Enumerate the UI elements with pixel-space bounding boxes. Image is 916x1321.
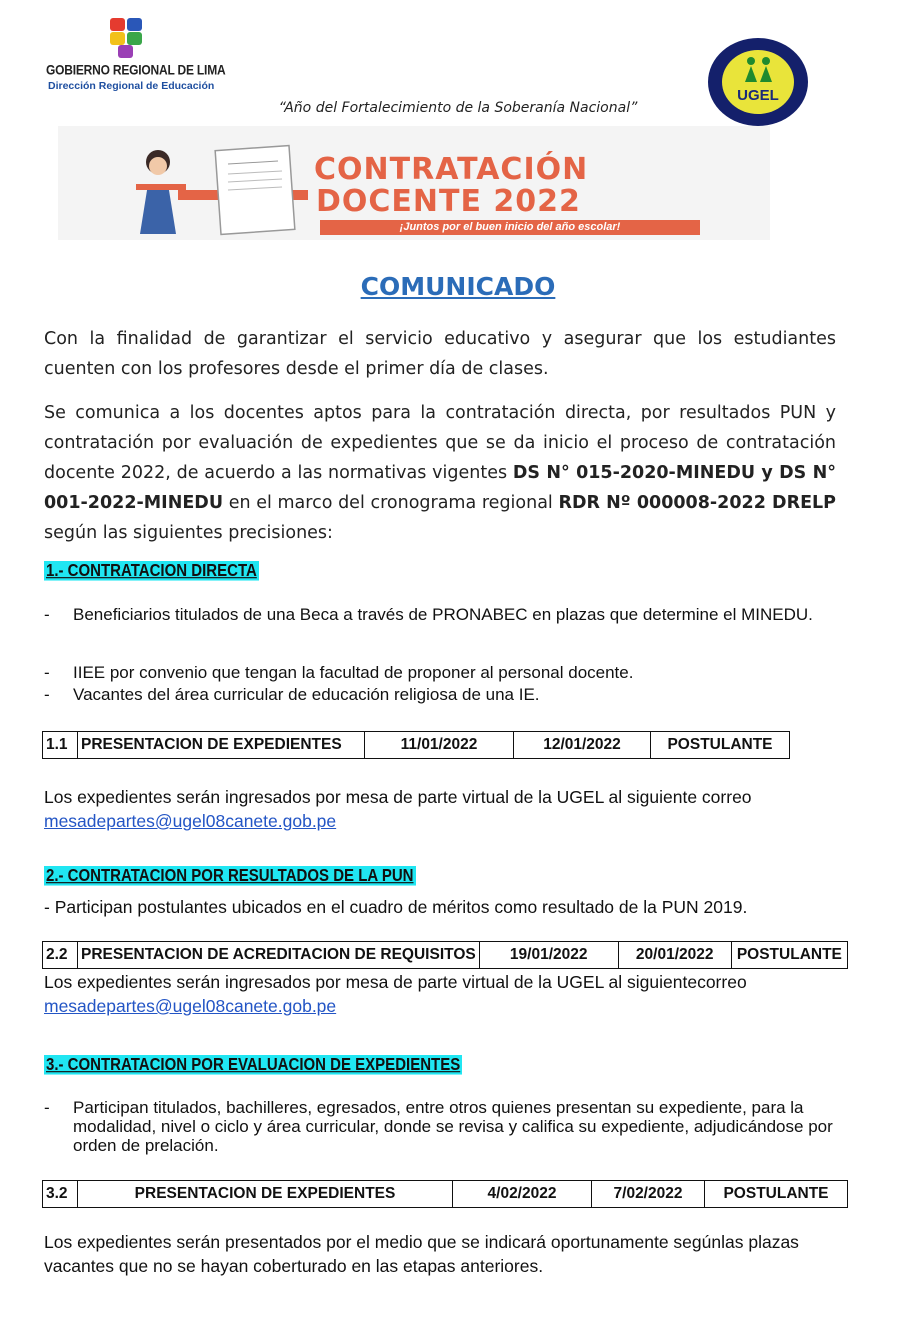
- row-number: 2.2: [43, 942, 78, 969]
- org-subtitle: Dirección Regional de Educación: [48, 80, 215, 92]
- teacher-illustration-icon: [118, 134, 308, 238]
- list-item: - Vacantes del área curricular de educación religiosa de una IE.: [44, 685, 540, 704]
- list-item: - Beneficiarios titulados de una Beca a través de PRONABEC en plazas que determine el MINEDU.: [44, 605, 813, 624]
- para2-text-3: según las siguientes precisiones:: [44, 523, 333, 543]
- email-link[interactable]: mesadepartes@ugel08canete.gob.pe: [44, 996, 337, 1016]
- row-responsible: POSTULANTE: [731, 942, 847, 969]
- section-1-note: Los expedientes serán ingresados por mesa de parte virtual de la UGEL al siguiente correo mesadepartes@ugel08canete.gob.pe: [44, 785, 856, 833]
- row-responsible: POSTULANTE: [651, 732, 790, 759]
- row-start-date: 4/02/2022: [453, 1181, 592, 1208]
- row-end-date: 20/01/2022: [618, 942, 731, 969]
- para2-norms: DS N° 015-2020-MINEDU y DS N° 001-2022-MINEDU: [44, 463, 836, 513]
- schedule-row-3: [42, 1180, 848, 1208]
- row-start-date: 19/01/2022: [479, 942, 618, 969]
- section-3-heading: 3.- CONTRATACION POR EVALUACION DE EXPEDIENTES: [46, 1055, 461, 1075]
- org-name: GOBIERNO REGIONAL DE LIMA: [46, 62, 226, 79]
- para2-rdr: RDR Nº 000008-2022 DRELP: [558, 493, 836, 513]
- page-title: COMUNICADO: [360, 272, 556, 301]
- row-activity: PRESENTACION DE EXPEDIENTES: [78, 732, 365, 759]
- email-link[interactable]: mesadepartes@ugel08canete.gob.pe: [44, 811, 337, 831]
- schedule-row-1: [42, 731, 790, 759]
- seal-text: UGEL: [737, 87, 779, 104]
- banner-slogan: ¡Juntos por el buen inicio del año escolar!: [320, 220, 700, 235]
- row-activity: PRESENTACION DE ACREDITACION DE REQUISITOS: [78, 942, 480, 969]
- banner-line-2: DOCENTE 2022: [316, 184, 581, 219]
- section-2-heading: 2.- CONTRATACION POR RESULTADOS DE LA PUN: [46, 866, 414, 886]
- row-end-date: 12/01/2022: [514, 732, 651, 759]
- row-number: 3.2: [43, 1181, 78, 1208]
- row-responsible: POSTULANTE: [705, 1181, 848, 1208]
- row-start-date: 11/01/2022: [365, 732, 514, 759]
- people-icon: [742, 56, 776, 84]
- intro-paragraph: Con la finalidad de garantizar el servicio educativo y asegurar que los estudiantes cuenten con los profesores desde el primer día de clases.: [44, 329, 836, 379]
- schedule-row-2: [42, 941, 848, 969]
- list-item: - IIEE por convenio que tengan la facultad de proponer al personal docente.: [44, 663, 634, 682]
- section-2-intro: - Participan postulantes ubicados en el cuadro de méritos como resultado de la PUN 2019.: [44, 897, 748, 917]
- regional-emblem-icon: [110, 18, 150, 58]
- section-3-note: Los expedientes serán presentados por el medio que se indicará oportunamente segúnlas plazas vacantes que no se hayan coberturado en las etapas anteriores.: [44, 1232, 799, 1276]
- contratacion-banner: [58, 126, 770, 240]
- year-motto: “Año del Fortalecimiento de la Soberanía Nacional”: [278, 100, 638, 116]
- section-1-heading: 1.- CONTRATACION DIRECTA: [46, 561, 257, 581]
- row-activity: PRESENTACION DE EXPEDIENTES: [78, 1181, 453, 1208]
- announcement-paragraph: [44, 398, 836, 548]
- row-end-date: 7/02/2022: [592, 1181, 705, 1208]
- banner-line-1: CONTRATACIÓN: [314, 152, 589, 187]
- section-2-note: Los expedientes serán ingresados por mesa de parte virtual de la UGEL al siguientecorreo mesadepartes@ugel08canete.gob.pe: [44, 970, 856, 1018]
- row-number: 1.1: [43, 732, 78, 759]
- para2-text-2: en el marco del cronograma regional: [223, 493, 559, 513]
- para2-text-1: Se comunica a los docentes aptos para la contratación directa, por resultados PUN y contratación por evaluación de expedientes que se da inicio el proceso de contratación docente 2022, de acuerdo a las normativas vigentes: [44, 403, 836, 483]
